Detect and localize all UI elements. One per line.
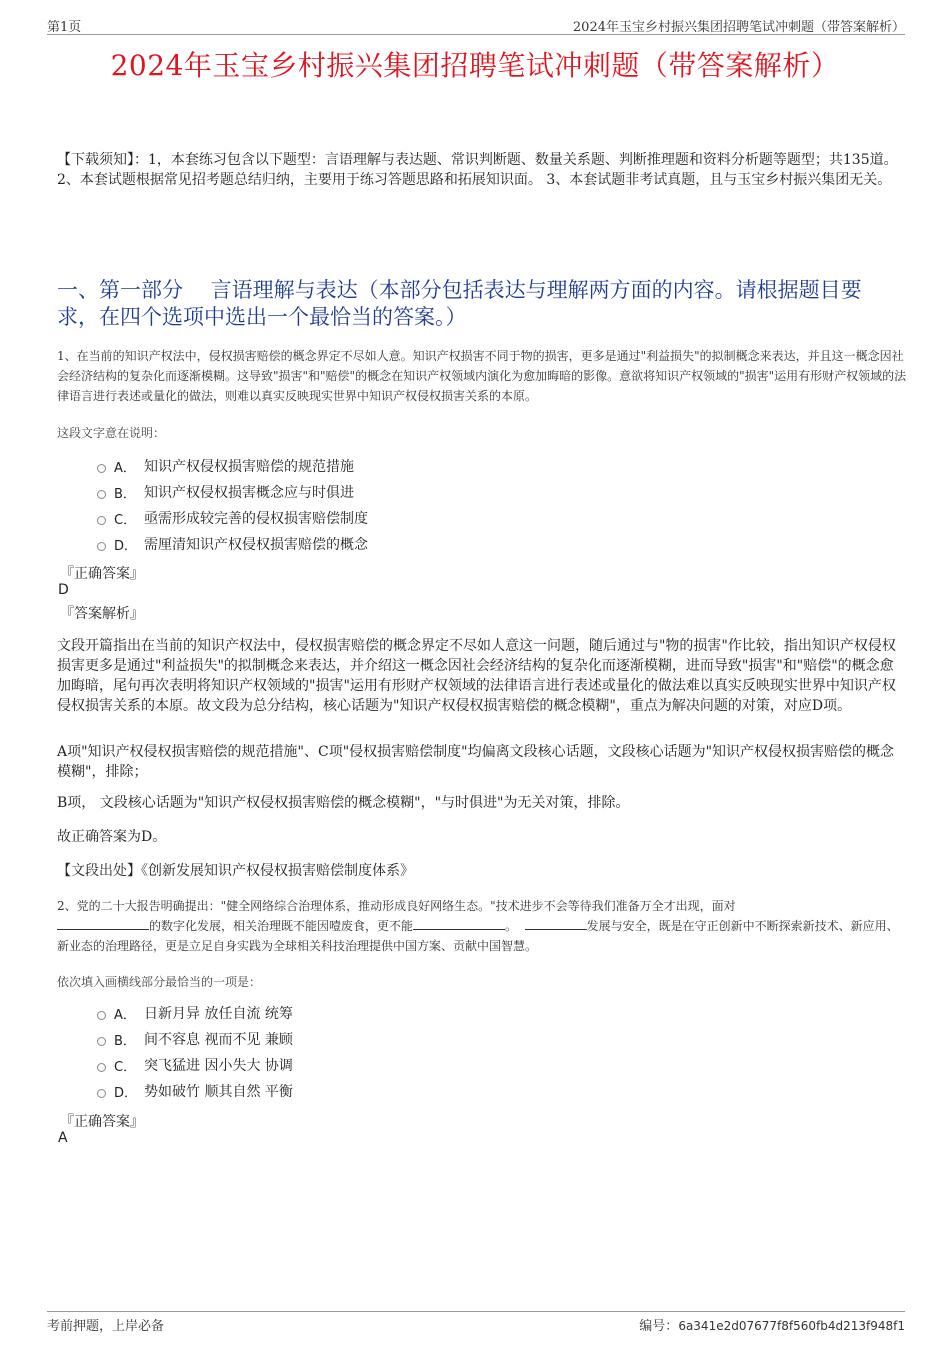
question-1-analysis-paragraph: 文段开篇指出在当前的知识产权法中，侵权损害赔偿的概念界定不尽如人意这一问题，随后通过与"物的损害"作比较，指出知识产权侵权损害更多是通过"利益损失"的拟制概念来表达，并介绍这一概念因社会经济结构的复杂化而逐渐模糊，进而导致"损害"和"赔偿"的概念愈加晦暗，尾句再次表明将知识产权领域的"损害"运用有形财产权领域的法律语言进行表述或量化的做法难以真实反映现实世界中知识产权侵权损害关系的本原。故文段为总分结构，核心话题为"知识产权侵权损害赔偿的概念模糊"，重点为解决问题的对策，对应D项。 <box>57 638 896 714</box>
question-1-option-b[interactable]: B． 知识产权侵权损害概念应与时俱进 <box>97 479 797 505</box>
section-title: 一、第一部分 言语理解与表达（本部分包括表达与理解两方面的内容。请根据题目要求，在四个选项中选出一个最恰当的答案。） <box>57 278 862 329</box>
question-2-option-d[interactable]: D． 势如破竹 顺其自然 平衡 <box>97 1078 797 1104</box>
page-footer <box>47 1311 905 1332</box>
question-2-option-a[interactable]: A． 日新月异 放任自流 统筹 <box>97 1000 797 1026</box>
fill-blank[interactable] <box>57 917 149 930</box>
question-2-option-c[interactable]: C． 突飞猛进 因小失大 协调 <box>97 1052 797 1078</box>
question-1-source: 【文段出处】《创新发展知识产权侵权损害赔偿制度体系》 <box>57 863 414 879</box>
radio-icon[interactable] <box>97 1089 106 1098</box>
fill-blank[interactable] <box>413 917 505 930</box>
question-2-options <box>97 1000 797 1104</box>
question-2-text: 2、党的二十大报告明确提出："健全网络综合治理体系，推动形成良好网络生态。"技术进步不会等待我们准备万全才出现，面对 的数字化发展，相关治理既不能因噎废食，更不能 。 发展与安全，既是在守正创新中不断探索新技术、新应用、新业态的治理路径，更是立足自身实践为全球相关科技治理提供中国方案、贡献中国智慧。 <box>57 899 899 953</box>
radio-icon[interactable] <box>97 490 106 499</box>
radio-icon[interactable] <box>97 1037 106 1046</box>
question-1-option-d[interactable]: D． 需厘清知识产权侵权损害赔偿的概念 <box>97 531 797 557</box>
question-1-analysis-paragraph: B项， 文段核心话题为"知识产权侵权损害赔偿的概念模糊"，"与时俱进"为无关对策，排除。 <box>57 795 630 811</box>
question-1-prompt: 这段文字意在说明： <box>57 426 166 440</box>
download-notice: 【下载须知】：1，本套练习包含以下题型：言语理解与表达题、常识判断题、数量关系题、判断推理题和资料分析题等题型；共135道。 2、本套试题根据常见招考题总结归纳，主要用于练习答题思路和拓展知识面。 3、本套试题非考试真题，且与玉宝乡村振兴集团无关。 <box>57 152 898 188</box>
question-2-answer-label: 『正确答案』 <box>60 1114 144 1130</box>
fill-blank[interactable] <box>525 917 587 930</box>
footer-code: 编号：6a341e2d07677f8f560fb4d213f948f1 <box>639 1319 905 1334</box>
document-title: 2024年玉宝乡村振兴集团招聘笔试冲刺题（带答案解析） <box>110 49 840 82</box>
question-1-analysis-paragraph: A项"知识产权侵权损害赔偿的规范措施"、C项"侵权损害赔偿制度"均偏离文段核心话题，文段核心话题为"知识产权侵权损害赔偿的概念模糊"，排除； <box>57 744 895 780</box>
radio-icon[interactable] <box>97 464 106 473</box>
question-2-prompt: 依次填入画横线部分最恰当的一项是： <box>57 975 262 989</box>
question-2-option-b[interactable]: B． 间不容息 视而不见 兼顾 <box>97 1026 797 1052</box>
question-1-answer-label: 『正确答案』 <box>60 566 144 582</box>
question-2-answer: A <box>58 1130 68 1146</box>
radio-icon[interactable] <box>97 516 106 525</box>
question-1-analysis-label: 『答案解析』 <box>60 606 144 622</box>
question-1-options <box>97 453 797 557</box>
radio-icon[interactable] <box>97 1011 106 1020</box>
radio-icon[interactable] <box>97 1063 106 1072</box>
question-1-conclusion: 故正确答案为D。 <box>57 829 167 845</box>
page-number: 第1页 <box>47 20 82 35</box>
radio-icon[interactable] <box>97 542 106 551</box>
page-header <box>47 14 905 35</box>
footer-slogan: 考前押题，上岸必备 <box>47 1319 165 1334</box>
question-1-option-c[interactable]: C． 亟需形成较完善的侵权损害赔偿制度 <box>97 505 797 531</box>
question-1-option-a[interactable]: A． 知识产权侵权损害赔偿的规范措施 <box>97 453 797 479</box>
question-1-text: 1、在当前的知识产权法中，侵权损害赔偿的概念界定不尽如人意。知识产权损害不同于物的损害，更多是通过"利益损失"的拟制概念来表达，并且这一概念因社会经济结构的复杂化而逐渐模糊。这导致"损害"和"赔偿"的概念在知识产权领域内演化为愈加晦暗的影像。意欲将知识产权领域的"损害"运用有形财产权领域的法律语言进行表述或量化的做法，则难以真实反映现实世界中知识产权侵权损害关系的本原。 <box>57 349 907 403</box>
question-1-answer: D <box>58 582 69 598</box>
header-document-name: 2024年玉宝乡村振兴集团招聘笔试冲刺题（带答案解析） <box>572 20 905 35</box>
